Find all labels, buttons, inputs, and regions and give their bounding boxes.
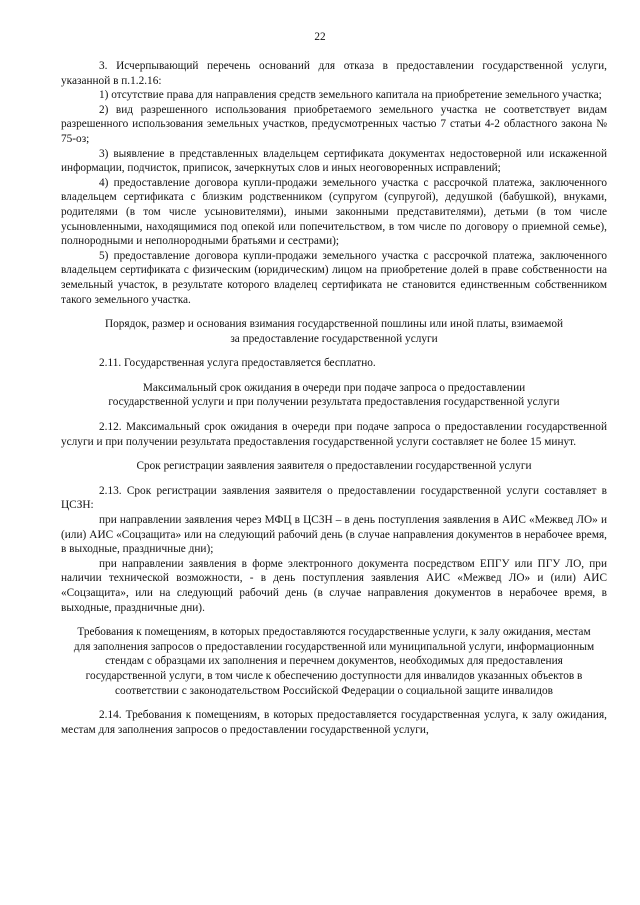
body-paragraph: 3) выявление в представленных владельцем сертификата документах недостоверной или искаженной информации, подчисток, приписок, зачеркнутых слов и иных неоговоренных исправлений;	[61, 147, 607, 175]
document-body	[61, 59, 607, 737]
body-paragraph: 2.14. Требования к помещениям, в которых предоставляется государственная услуга, к залу ожидания, местам для заполнения запросов о предоставлении государственной услуги,	[61, 709, 607, 736]
page-number: 22	[314, 31, 326, 43]
body-paragraph: при направлении заявления в форме электронного документа посредством ЕПГУ или ПГУ ЛО, при наличии технической возможности, - в день поступления заявления АИС «Межвед ЛО» и (или) АИС «Соцзащита», или на следующий рабочий день (в случае направления документов в нерабочее время, в выходные, праздничные дни).	[61, 557, 607, 614]
body-paragraph: 1) отсутствие права для направления средств земельного капитала на приобретение земельного участка;	[99, 89, 602, 102]
body-paragraph: 5) предоставление договора купли-продажи земельного участка с рассрочкой платежа, заключенного владельцем сертификата с физическим (юридическим) лицом на приобретение долей в праве собственности на земельный участок, в результате которого владелец сертификата не становится единственным собственником такого земельного участка.	[61, 249, 607, 306]
body-paragraph: при направлении заявления через МФЦ в ЦСЗН – в день поступления заявления в АИС «Межвед ЛО» и (или) АИС «Соцзащита» или на следующий рабочий день (в случае направления документов в нерабочее время, в выходные, праздничные дни);	[61, 514, 607, 556]
section-heading: Требования к помещениям, в которых предоставляются государственные услуги, к залу ожидания, местам для заполнения запросов о предоставлении государственной или муниципальной услуги, информационным стендам с образцами их заполнения и перечнем документов, необходимых для предоставления государственной услуги, в том числе к обеспечению доступности для инвалидов указанных объектов в соответствии с законодательством Российской Федерации о социальной защите инвалидов	[73, 626, 595, 697]
body-paragraph: 3. Исчерпывающий перечень оснований для отказа в предоставлении государственной услуги, указанной в п.1.2.16:	[61, 60, 607, 87]
section-heading: Срок регистрации заявления заявителя о предоставлении государственной услуги	[136, 460, 532, 473]
body-paragraph: 2.11. Государственная услуга предоставляется бесплатно.	[99, 357, 376, 370]
body-paragraph: 2) вид разрешенного использования приобретаемого земельного участка не соответствует видам разрешенного использования земельных участков, предусмотренных частью 7 статьи 4-2 областного закона № 75-оз;	[61, 103, 607, 145]
section-heading: Максимальный срок ожидания в очереди при подаче запроса о предоставлении государственной услуги и при получении результата предоставления государственной услуги	[108, 381, 560, 409]
section-heading: Порядок, размер и основания взимания государственной пошлины или иной платы, взимаемой за предоставление государственной услуги	[104, 318, 564, 345]
body-paragraph: 4) предоставление договора купли-продажи земельного участка с рассрочкой платежа, заключенного владельцем сертификата с близким родственником (супругом (супругой), дедушкой (бабушкой), внуками, родителями (в том числе усыновителями), иными законными представителями), детьми (в том числе усыновленными, находящимися под опекой или попечительством, в том числе по договору о приемной семье), полнородными и неполнородными братьями и сестрами);	[61, 176, 607, 248]
body-paragraph: 2.13. Срок регистрации заявления заявителя о предоставлении государственной услуги составляет в ЦСЗН:	[61, 484, 607, 512]
body-paragraph: 2.12. Максимальный срок ожидания в очереди при подаче запроса о предоставлении государственной услуги и при получении результата предоставления государственной услуги составляет не более 15 минут.	[61, 421, 607, 448]
